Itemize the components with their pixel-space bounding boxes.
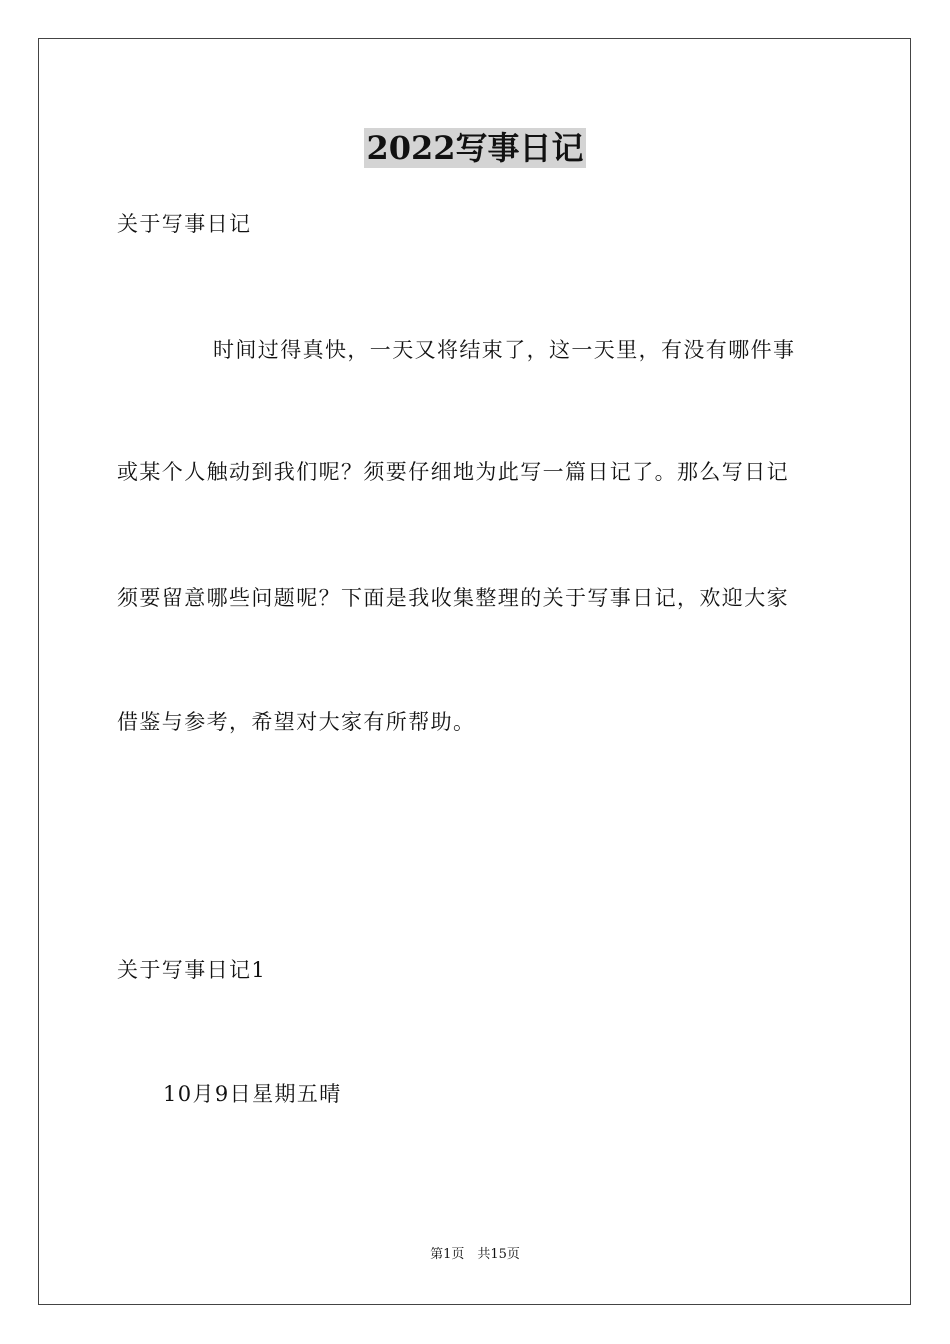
paragraph-line: 或某个人触动到我们呢？须要仔细地为此写一篇日记了。那么写日记: [117, 460, 789, 484]
paragraph-line: 借鉴与参考，希望对大家有所帮助。: [117, 710, 476, 734]
intro-heading: 关于写事日记: [117, 212, 252, 236]
paragraph-line: 时间过得真快，一天又将结束了，这一天里，有没有哪件事: [213, 338, 796, 362]
section-heading: 关于写事日记1: [117, 958, 267, 982]
page-number-footer: 第1页 共15页: [430, 1247, 520, 1262]
paragraph-line: 须要留意哪些问题呢？下面是我收集整理的关于写事日记，欢迎大家: [117, 586, 789, 610]
document-title: 2022写事日记: [366, 129, 584, 167]
diary-date-line: 10月9日星期五晴: [163, 1082, 342, 1106]
title-container: [0, 128, 950, 168]
